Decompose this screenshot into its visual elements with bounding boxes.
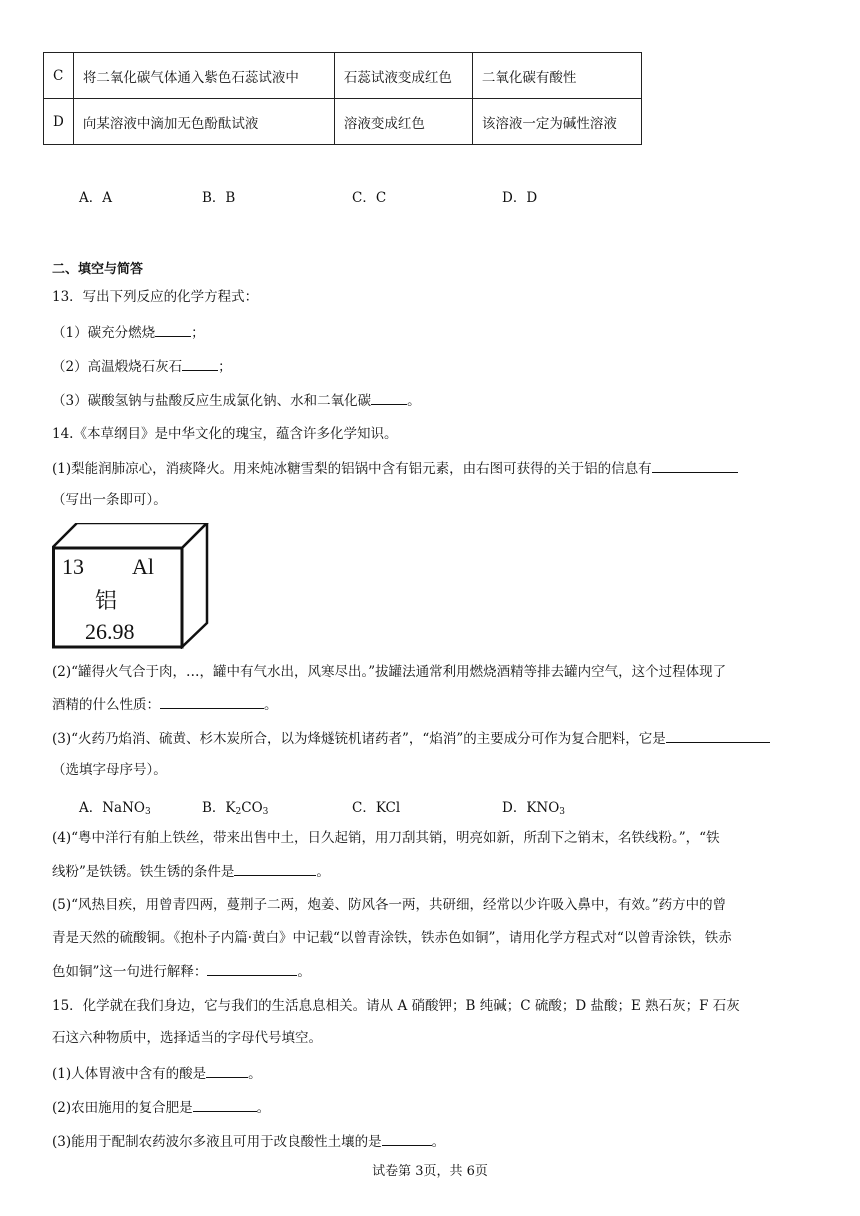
q14-part4-line1: (4)“粤中洋行有舶上铁丝，带来出售中土，日久起销，用刀刮其销，明亮如新，所刮下之销末，名铁线粉。”，“铁 [52,830,720,846]
table-row [44,53,642,99]
answer-blank[interactable] [382,1131,432,1146]
q14-stem: 14.《本草纲目》是中华文化的瑰宝，蕴含许多化学知识。 [52,426,398,442]
q15-part3-text: (3)能用于配制农药波尔多液且可用于改良酸性土壤的是 [52,1134,382,1150]
q14-part5-line2: 青是天然的硫酸铜。《抱朴子内篇·黄白》中记载“以曾青涂铁，铁赤色如铜”，请用化学方程式对“以曾青涂铁，铁赤 [52,930,732,946]
q12-option-d: D．D [502,190,538,206]
element-symbol: Al [132,554,154,579]
q15-stem-line2: 石这六种物质中，选择适当的字母代号填空。 [52,1030,322,1046]
answer-blank[interactable] [182,356,218,371]
q14-part1-line1 [52,458,738,479]
q12-option-a: A．A [79,190,112,206]
option-d-text: D．KNO [502,800,560,816]
option-a-text: A．NaNO [79,800,145,816]
q12-table [43,52,642,145]
section-title: 二、填空与简答 [52,262,144,277]
conclusion-cell: 二氧化碳有酸性 [472,53,641,99]
q13-item-2 [52,356,232,377]
q14-part5-line1: (5)“风热目疾，用曾青四两，蔓荆子二两，炮姜、防风各一两，共研细，经常以少许吸入鼻中，有效。”药方中的曾 [52,897,727,913]
answer-blank[interactable] [207,961,297,976]
q15-part1-text: (1)人体胃液中含有的酸是 [52,1066,207,1082]
q13-item-1 [52,322,205,343]
option-a-subscript: 3 [145,807,151,817]
q13-stem: 13．写出下列反应的化学方程式： [52,289,259,305]
q13-item-2-text: （2）高温煅烧石灰石 [52,359,183,375]
row-letter: D [44,99,74,145]
atomic-number: 13 [62,554,84,579]
q14-part1-text: (1)梨能润肺凉心，消痰降火。用来炖冰糖雪梨的铝锅中含有铝元素，由右图可获得的关于铝的信息有 [52,461,652,477]
answer-blank[interactable] [160,694,264,709]
answer-blank[interactable] [193,1097,257,1112]
q14-part2-text: 酒精的什么性质： [52,697,160,713]
phenomenon-cell: 溶液变成红色 [334,99,472,145]
q15-part1-tail: 。 [248,1066,262,1082]
answer-blank[interactable] [652,458,738,473]
q15-part2-tail: 。 [256,1100,271,1116]
conclusion-cell: 该溶液一定为碱性溶液 [472,99,641,145]
option-b-text2: CO [241,800,263,816]
q14-part2-line1: (2)“罐得火气合于肉，…，罐中有气水出，风寒尽出。”拔罐法通常利用燃烧酒精等排去罐内空气，这个过程体现了 [52,664,727,680]
q12-option-b: B．B [202,190,236,206]
element-name: 铝 [95,589,118,614]
option-b-subscript2: 3 [262,807,269,817]
option-b-subscript: 2 [235,807,242,817]
q14-part3-line1 [52,728,770,749]
q15-part3 [52,1131,445,1152]
q14-part3-text: (3)“火药乃焰消、硫黄、杉木炭所合，以为烽燧铳机诸药者”，“焰消”的主要成分可作为复合肥料，它是 [52,731,666,747]
answer-blank[interactable] [206,1063,248,1078]
answer-blank[interactable] [234,861,316,876]
table-row [44,99,642,145]
phenomenon-cell: 石蕊试液变成红色 [334,53,472,99]
q14-part5-text: 色如铜”这一句进行解释： [52,964,208,980]
q13-item-1-text: （1）碳充分燃烧 [52,325,156,341]
q14-part3-option-a [79,796,151,817]
q14-part4-line2 [52,861,330,882]
q14-part5-tail: 。 [297,964,311,980]
q14-part5-line3 [52,961,311,982]
option-b-text: B．K [202,800,236,816]
answer-blank[interactable] [155,322,191,337]
page-footer: 试卷第 3页，共 6页 [372,1164,488,1179]
q14-part2-tail: 。 [264,697,278,713]
q13-item-2-tail: ； [218,359,232,375]
answer-blank[interactable] [371,390,407,405]
q12-option-c: C．C [352,190,387,206]
q14-part3-option-c: C．KCl [352,800,401,816]
q14-part4-text: 线粉”是铁锈。铁生锈的条件是 [52,864,235,880]
q15-stem-line1: 15．化学就在我们身边，它与我们的生活息息相关。请从 A 硝酸钾；B 纯碱；C 硫酸；D 盐酸；E 熟石灰；F 石灰 [52,998,740,1014]
q15-part2-text: (2)农田施用的复合肥是 [52,1100,193,1116]
operation-cell: 向某溶液中滴加无色酚酞试液 [73,99,334,145]
q14-part3-option-b [202,796,268,817]
answer-blank[interactable] [666,728,770,743]
q14-part1-line2: （写出一条即可）。 [52,492,167,508]
q14-part4-tail: 。 [316,864,330,880]
atomic-mass: 26.98 [85,619,135,644]
q15-part2 [52,1097,270,1118]
operation-cell: 将二氧化碳气体通入紫色石蕊试液中 [73,53,334,99]
row-letter: C [44,53,74,99]
aluminum-element-card [52,523,212,649]
q14-part2-line2 [52,694,278,715]
q13-item-3 [52,390,421,411]
q15-part1 [52,1063,262,1084]
q15-part3-tail: 。 [431,1134,446,1150]
option-d-subscript: 3 [559,807,566,817]
q14-part3-option-d [502,796,565,817]
q13-item-1-tail: ； [191,325,205,341]
q13-item-3-text: （3）碳酸氢钠与盐酸反应生成氯化钠、水和二氧化碳 [52,393,372,409]
q14-part3-line2: （选填字母序号）。 [52,762,167,778]
q13-item-3-tail: 。 [407,393,421,409]
